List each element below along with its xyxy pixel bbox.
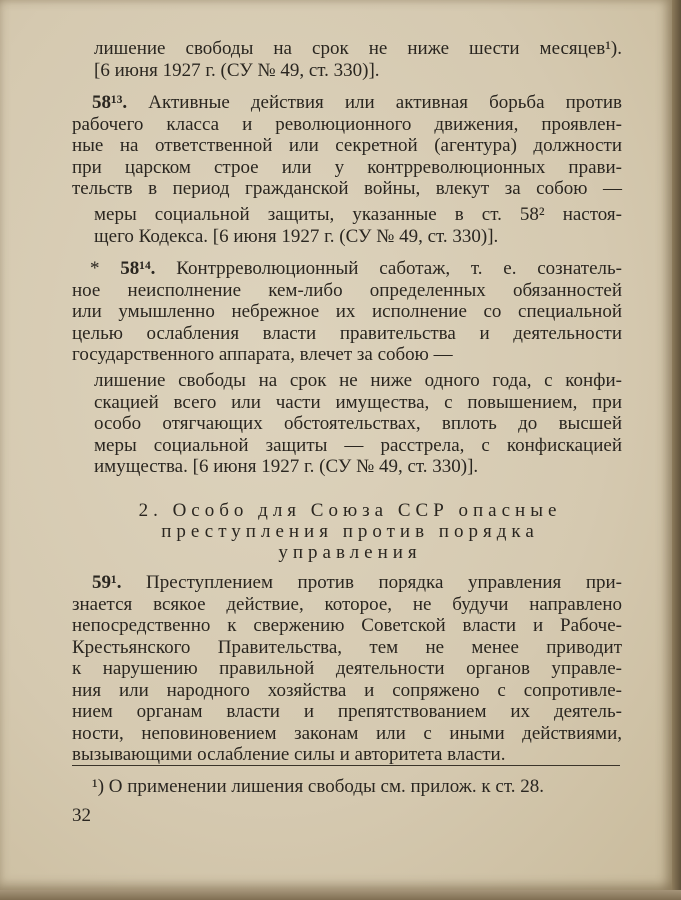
text-line: скацией всего или части имущества, с повышением, при (94, 391, 622, 413)
text-line: лишение свободы на срок не ниже шести месяцев¹). (94, 38, 622, 59)
text-line: ности, неповиновением законам или с иными действиями, (72, 722, 622, 744)
heading-line: управления (278, 542, 422, 563)
footnote-divider (72, 765, 620, 766)
text-line: нием органам власти и препятствованием их деятель- (72, 701, 622, 722)
text-line: ное неисполнение кем-либо определенных обязанностей (72, 279, 622, 301)
text-line: ния или народного хозяйства и сопряжено с сопротивле- (72, 679, 622, 701)
text-line (72, 92, 622, 114)
asterisk-marker: * (90, 258, 100, 279)
article-58-14 (72, 258, 622, 366)
text-line: лишение свободы на срок не ниже одного года, с конфи- (94, 370, 622, 391)
text-fragment: Активные действия или активная борьба против (148, 92, 622, 113)
page-bottom-edge (0, 890, 681, 900)
text-line: меры социальной защиты — расстрела, с конфискацией (94, 434, 622, 456)
text-line: тельств в период гражданской войны, влекут за собою — (72, 178, 622, 199)
text-line: знается всякое действие, которое, не будучи направлено (72, 593, 622, 615)
footnote: ¹) О применении лишения свободы см. прилож. к ст. 28. (92, 776, 544, 797)
article-59-1 (72, 572, 622, 766)
text-line: щего Кодекса. [6 июня 1927 г. (СУ № 49, ст. 330)]. (94, 225, 499, 247)
text-line: рабочего класса и революционного движения, проявлен- (72, 113, 622, 135)
text-line: целью ослабления власти правительства и деятельности (72, 322, 622, 344)
article-58-14-sanction (94, 370, 622, 478)
article-58-13 (72, 92, 622, 200)
text-fragment: Преступлением против порядка управления при- (146, 572, 623, 593)
text-line (72, 572, 622, 594)
text-line: особо отягчающих обстоятельствах, вплоть до высшей (94, 413, 622, 434)
article-58-13-sanction (94, 204, 622, 247)
text-line: государственного аппарата, влечет за собою — (72, 344, 453, 365)
page-edge (672, 0, 681, 900)
page-number: 32 (72, 805, 91, 826)
text-line: вызывающими ослабление силы и авторитета власти. (72, 744, 506, 765)
text-line: имущества. [6 июня 1927 г. (СУ № 49, ст. 330)]. (94, 456, 479, 477)
text-fragment: Контрреволюционный саботаж, т. е. сознатель- (176, 258, 622, 279)
text-line: Крестьянского Правительства, тем не менее приводит (72, 636, 622, 658)
text-line: при царском строе или у контрреволюционных прави- (72, 156, 622, 178)
text-line (72, 258, 622, 280)
section-heading (60, 500, 640, 563)
text-line: непосредственно к свержению Советской власти и Рабоче- (72, 615, 622, 636)
text-line: [6 июня 1927 г. (СУ № 49, ст. 330)]. (94, 59, 380, 81)
text-line: ные на ответственной или секретной (агентура) должности (72, 135, 622, 156)
text-line: к нарушению правильной деятельности органов управле- (72, 658, 622, 679)
text-line: или умышленно небрежное их исполнение со специальной (72, 301, 622, 322)
heading-line: преступления против порядка (161, 521, 539, 542)
article-number: 59¹. (92, 572, 122, 593)
article-number: 58¹³. (92, 92, 128, 113)
text-line: меры социальной защиты, указанные в ст. 58² настоя- (94, 204, 622, 225)
article-number: 58¹⁴. (120, 258, 156, 279)
continuation-paragraph (94, 38, 622, 81)
heading-line: 2. Особо для Союза ССР опасные (138, 500, 562, 521)
